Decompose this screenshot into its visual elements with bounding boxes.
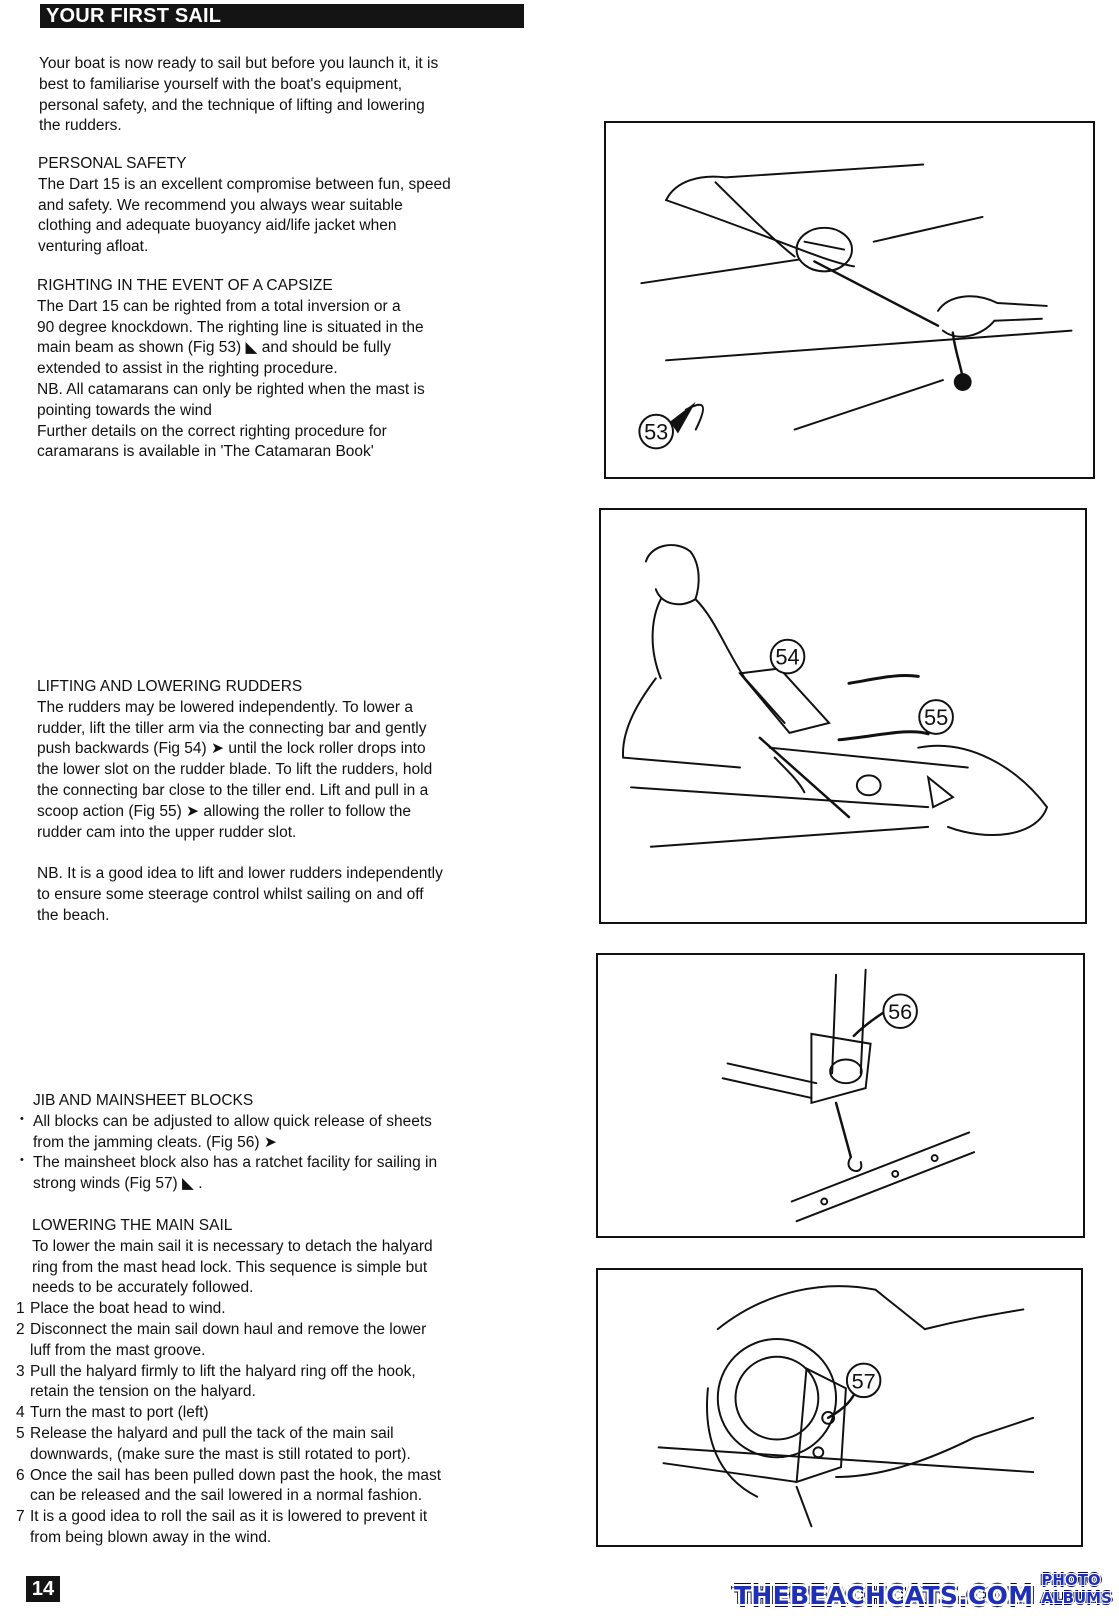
body-line: extended to assist in the righting procedure.	[37, 360, 338, 378]
step-item	[16, 1320, 441, 1362]
deck-line	[666, 331, 1071, 361]
step-number: 4	[16, 1404, 25, 1422]
lowering-section	[16, 1216, 442, 1549]
step-number: 3	[16, 1362, 25, 1380]
rudder-blade	[918, 746, 1047, 835]
fig-53-number: 53	[644, 419, 669, 445]
step-line: downwards, (make sure the mast is still rotated to port).	[30, 1445, 411, 1463]
intro-line: best to familiarise yourself with the boat's equipment,	[39, 75, 403, 93]
nb-line: NB. It is a good idea to lift and lower rudders independently	[37, 865, 443, 883]
lower-hand	[836, 1418, 1033, 1477]
rudders-section	[37, 677, 443, 927]
step-line: Release the halyard and pull the tack of the main sail	[30, 1424, 394, 1442]
section-heading: JIB AND MAINSHEET BLOCKS	[33, 1092, 254, 1109]
fig-54-label	[771, 640, 805, 674]
bullet-item	[33, 1112, 437, 1154]
shackle	[836, 1103, 851, 1157]
rudders-drawing	[601, 510, 1085, 922]
intro-line: the rudders.	[39, 117, 122, 135]
ratchet-plate	[797, 1369, 846, 1482]
nb-line: the beach.	[37, 906, 110, 924]
fig-56-number: 56	[888, 999, 913, 1025]
step-line: Pull the halyard firmly to lift the halyard ring off the hook,	[30, 1362, 416, 1380]
body-line: caramarans is available in 'The Catamaran Book'	[37, 443, 374, 461]
boom-line	[659, 1447, 1034, 1472]
hull-line	[641, 259, 799, 283]
step-line: Disconnect the main sail down haul and remove the lower	[30, 1320, 427, 1338]
hull-bottom	[651, 827, 928, 847]
step-line: Once the sail has been pulled down past the hook, the mast	[30, 1466, 442, 1484]
section-heading: RIGHTING IN THE EVENT OF A CAPSIZE	[37, 277, 333, 294]
body-line: The Dart 15 is an excellent compromise between fun, speed	[38, 175, 451, 193]
body-line: The rudders may be lowered independently. To lower a	[37, 698, 413, 716]
watermark-site-name: THEBEACHCATS.COM	[734, 1581, 1034, 1610]
spacer	[37, 843, 443, 864]
body-line: venturing afloat.	[38, 238, 149, 256]
step-number: 2	[16, 1320, 25, 1338]
bullet-line: strong winds (Fig 57) ◣ .	[33, 1175, 203, 1193]
nb-line: to ensure some steerage control whilst sailing on and off	[37, 886, 424, 904]
step-item	[16, 1424, 441, 1466]
deck-track-top	[792, 1132, 969, 1201]
fig-57-number: 57	[851, 1368, 876, 1394]
sailor-legs	[623, 678, 740, 767]
body-line: the connecting bar close to the tiller end. Lift and pull in a	[37, 781, 429, 799]
upper-hand	[718, 1286, 925, 1329]
step-line: can be released and the sail lowered in a normal fashion.	[30, 1487, 423, 1505]
step-line: luff from the mast groove.	[30, 1341, 206, 1359]
jamming-cleat-drawing	[598, 955, 1083, 1236]
fig-55-number: 55	[923, 704, 949, 730]
sheave-icon	[830, 1060, 862, 1084]
hull-top	[631, 787, 928, 807]
body-line: pointing towards the wind	[37, 401, 212, 419]
page-title: YOUR FIRST SAIL	[40, 4, 524, 28]
body-line: main beam as shown (Fig 53) ◣ and should be fully	[37, 339, 391, 357]
step-line: Place the boat head to wind.	[30, 1300, 226, 1318]
step-number: 5	[16, 1424, 25, 1442]
step-line: retain the tension on the halyard.	[30, 1383, 256, 1401]
lower-hull-line	[795, 380, 943, 429]
hand-outline	[938, 296, 1047, 311]
body-line: needs to be accurately followed.	[32, 1279, 254, 1297]
step-line: It is a good idea to roll the sail as it is lowered to prevent it	[30, 1508, 428, 1526]
righting-line-drawing	[606, 123, 1093, 477]
body-line: rudder cam into the upper rudder slot.	[37, 823, 297, 841]
body-line: and safety. We recommend you always wear suitable	[38, 196, 403, 214]
body-line: 90 degree knockdown. The righting line is situated in the	[37, 318, 424, 336]
fig-55-label	[919, 700, 953, 734]
intro-line: Your boat is now ready to sail but before you launch it, it is	[39, 55, 439, 72]
section-heading: LIFTING AND LOWERING RUDDERS	[37, 678, 303, 695]
figure-56-jamming-cleat	[596, 953, 1085, 1238]
figure-54-55-rudders	[599, 508, 1087, 924]
fig-54-number: 54	[775, 644, 800, 670]
fig-56-label	[883, 994, 917, 1028]
bullet-line: • The mainsheet block also has a ratchet facility for sailing in	[33, 1154, 438, 1172]
righting-handle-icon	[954, 373, 972, 391]
motion-arrow-54	[849, 675, 918, 683]
step-number: 1	[16, 1300, 25, 1318]
watermark-photo-albums: PHOTO ALBUMS	[1041, 1571, 1112, 1607]
body-line: Further details on the correct righting procedure for	[37, 422, 387, 440]
section-heading: LOWERING THE MAIN SAIL	[32, 1217, 233, 1234]
deck-track-bottom	[797, 1152, 974, 1221]
sheet-wrap	[707, 1388, 757, 1496]
step-number: 7	[16, 1508, 25, 1526]
beam-top-line	[666, 165, 923, 201]
body-line: clothing and adequate buoyancy aid/life jacket when	[38, 217, 397, 235]
figure-53-righting-line	[604, 121, 1095, 479]
step-line: Turn the mast to port (left)	[30, 1404, 209, 1422]
body-line: To lower the main sail it is necessary to detach the halyard	[32, 1237, 433, 1255]
section-heading: PERSONAL SAFETY	[38, 155, 187, 172]
fig-57-label	[847, 1364, 881, 1398]
beam-line-right	[874, 217, 983, 242]
body-line: The Dart 15 can be righted from a total inversion or a	[37, 297, 401, 315]
watermark-logo[interactable]	[734, 1571, 1119, 1610]
body-line: NB. All catamarans can only be righted when the mast is	[37, 380, 425, 398]
intro-line: personal safety, and the technique of lifting and lowering	[39, 96, 425, 114]
intro-paragraph	[39, 54, 438, 137]
step-line: from being blown away in the wind.	[30, 1528, 272, 1546]
sailor-head	[646, 545, 699, 604]
bullet-line: from the jamming cleats. (Fig 56) ➤	[33, 1133, 277, 1151]
body-line: scoop action (Fig 55) ➤ allowing the roller to follow the	[37, 802, 411, 820]
step-item	[16, 1507, 441, 1549]
motion-arrow-55	[839, 732, 928, 740]
step-item	[16, 1362, 441, 1404]
page-number: 14	[26, 1576, 60, 1602]
ratchet-block-drawing	[598, 1270, 1081, 1545]
tiller-arm	[760, 738, 849, 817]
sailor-back	[653, 599, 661, 678]
step-item	[16, 1403, 441, 1424]
connecting-bar	[770, 748, 968, 768]
blocks-section	[33, 1091, 437, 1195]
body-line: the lower slot on the rudder blade. To lift the rudders, hold	[37, 761, 433, 779]
body-line: push backwards (Fig 54) ➤ until the lock roller drops into	[37, 740, 426, 758]
body-line: ring from the mast head lock. This sequence is simple but	[32, 1258, 428, 1276]
step-item	[16, 1466, 441, 1508]
boom-line-top	[728, 1063, 817, 1083]
beam-curve	[666, 200, 854, 266]
body-line: rudder, lift the tiller arm via the connecting bar and gently	[37, 719, 427, 737]
sheet-line	[832, 975, 836, 1074]
bullet-item	[33, 1153, 437, 1195]
figure-57-ratchet-block	[596, 1268, 1083, 1547]
step-number: 6	[16, 1466, 25, 1484]
fig-53-label	[639, 402, 695, 448]
righting-line	[814, 261, 938, 325]
personal-safety-section	[38, 154, 451, 258]
step-item	[16, 1299, 441, 1320]
righting-section	[37, 276, 425, 463]
bullet-line: • All blocks can be adjusted to allow quick release of sheets	[33, 1112, 432, 1130]
